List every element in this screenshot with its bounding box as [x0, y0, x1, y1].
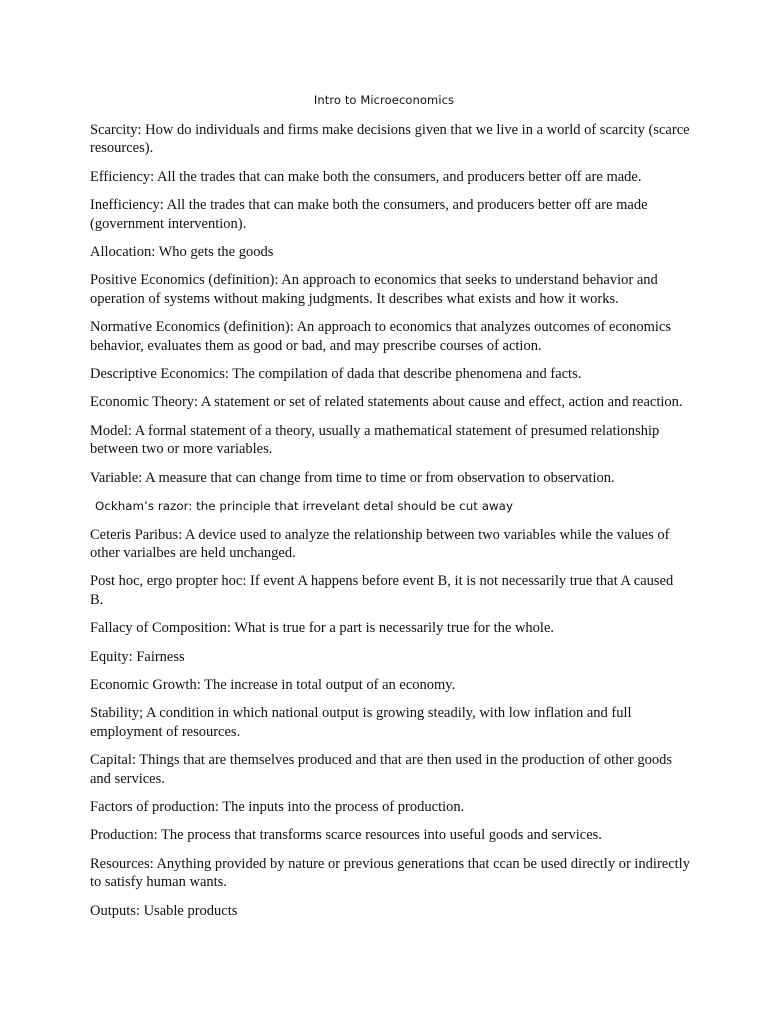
definition-scarcity: Scarcity: How do individuals and firms make decisions given that we live in a world of scarcity (scarce resources).: [90, 122, 690, 157]
definition-inefficiency: Inefficiency: All the trades that can make both the consumers, and producers better off are made (government intervention).: [90, 197, 648, 232]
definition-model: Model: A formal statement of a theory, usually a mathematical statement of presumed relationship between two or more variables.: [90, 422, 660, 458]
definition-descriptive-economics: Descriptive Economics: The compilation of dada that describe phenomena and facts.: [90, 366, 582, 383]
definition-positive-economics: Positive Economics (definition): An approach to economics that seeks to understand behavior and operation of systems without making judgments. It describes what exists and how it works.: [90, 272, 658, 307]
definition-capital: Capital: Things that are themselves produced and that are then used in the production of other goods and services.: [90, 752, 672, 787]
definition-ockhams-razor: Ockham’s razor: the principle that irrevelant detal should be cut away: [95, 499, 513, 514]
definition-post-hoc: Post hoc, ergo propter hoc: If event A happens before event B, it is not necessarily true that A caused B.: [90, 573, 674, 608]
definition-production: Production: The process that transforms scarce resources into useful goods and services.: [90, 827, 602, 844]
definition-list: [90, 121, 690, 930]
definition-equity: Equity: Fairness: [90, 648, 185, 665]
definition-outputs: Outputs: Usable products: [90, 902, 238, 919]
definition-economic-growth: Economic Growth: The increase in total output of an economy.: [90, 676, 456, 693]
definition-allocation: Allocation: Who gets the goods: [90, 244, 274, 261]
definition-efficiency: Efficiency: All the trades that can make both the consumers, and producers better off are made.: [90, 168, 642, 185]
document-title: Intro to Microeconomics: [313, 93, 455, 107]
definition-fallacy-of-composition: Fallacy of Composition: What is true for a part is necessarily true for the whole.: [90, 620, 555, 637]
definition-resources: Resources: Anything provided by nature or previous generations that ccan be used directly or indirectly to satisfy human wants.: [90, 855, 690, 891]
definition-factors-of-production: Factors of production: The inputs into the process of production.: [90, 798, 465, 815]
definition-normative-economics: Normative Economics (definition): An approach to economics that analyzes outcomes of economics behavior, evaluates them as good or bad, and may prescribe courses of action.: [90, 319, 672, 354]
definition-ceteris-paribus: Ceteris Paribus: A device used to analyze the relationship between two variables while the values of other varialbes are held unchanged.: [90, 526, 670, 561]
definition-stability: Stability; A condition in which national output is growing steadily, with low inflation and full employment of resources.: [90, 705, 632, 740]
definition-economic-theory: Economic Theory: A statement or set of related statements about cause and effect, action and reaction.: [90, 394, 683, 411]
definition-variable: Variable: A measure that can change from time to time or from observation to observation.: [90, 469, 615, 486]
